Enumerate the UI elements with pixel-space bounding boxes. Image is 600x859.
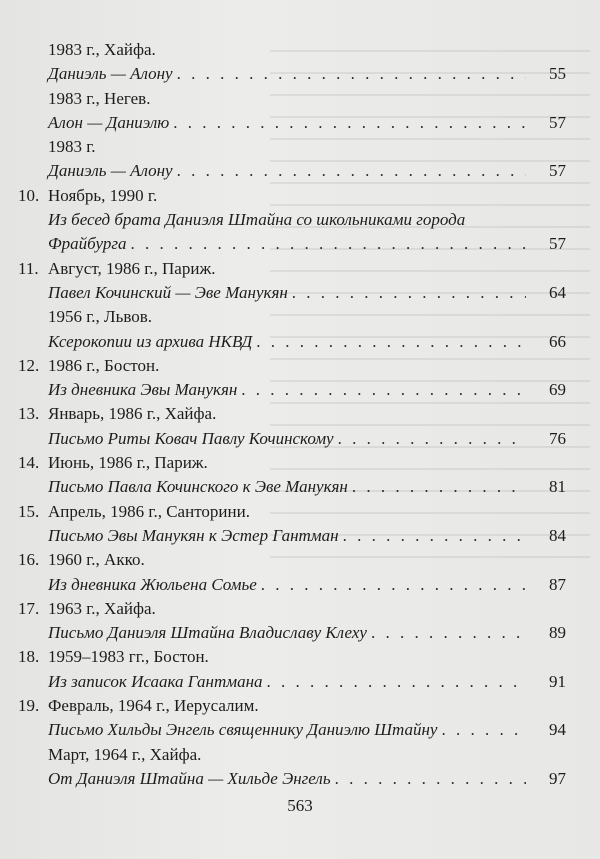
- toc-heading-line: [18, 451, 566, 475]
- entry-title: Письмо Хильды Энгель священнику Даниэлю Штайну: [48, 720, 438, 740]
- chapter-number: 14.: [18, 453, 40, 473]
- entry-page-number: 91: [549, 671, 566, 691]
- entry-page-number: 57: [549, 234, 566, 254]
- table-of-contents: [18, 38, 566, 791]
- toc-heading-line: [18, 87, 566, 111]
- toc-entry[interactable]: [48, 378, 566, 402]
- chapter-number: 19.: [18, 696, 40, 716]
- dot-leader: [352, 475, 526, 499]
- dot-leader: [371, 621, 526, 645]
- toc-entry[interactable]: [48, 281, 566, 305]
- chapter-number: 15.: [18, 501, 40, 521]
- toc-heading-line: [18, 184, 566, 208]
- toc-entry-line: [18, 330, 566, 354]
- entry-page-number: 66: [549, 331, 566, 351]
- chapter-heading: 1956 г., Львов.: [48, 307, 153, 327]
- chapter-number: 10.: [18, 185, 40, 205]
- toc-heading-line: [18, 548, 566, 572]
- chapter-number: 16.: [18, 550, 40, 570]
- dot-leader: [261, 573, 526, 597]
- chapter-heading: Июнь, 1986 г., Париж.: [48, 453, 208, 473]
- chapter-number: 18.: [18, 647, 40, 667]
- dot-leader: [338, 427, 526, 451]
- toc-heading-line: [18, 645, 566, 669]
- page-number: 563: [287, 796, 313, 815]
- entry-page-number: 84: [549, 525, 566, 545]
- toc-heading-line: [18, 402, 566, 426]
- toc-entry[interactable]: [48, 573, 566, 597]
- chapter-heading: 1960 г., Акко.: [48, 550, 145, 570]
- toc-entry[interactable]: [48, 232, 566, 256]
- chapter-heading: Январь, 1986 г., Хайфа.: [48, 404, 217, 424]
- chapter-heading: 1983 г.: [48, 137, 96, 157]
- entry-page-number: 76: [549, 428, 566, 448]
- toc-entry[interactable]: [48, 475, 566, 499]
- toc-heading-line: [18, 694, 566, 718]
- toc-heading-line: [18, 743, 566, 767]
- toc-entry[interactable]: [48, 208, 566, 232]
- toc-entry-line: [18, 62, 566, 86]
- chapter-number: 17.: [18, 598, 40, 618]
- toc-entry[interactable]: [48, 159, 566, 183]
- chapter-number: 13.: [18, 404, 40, 424]
- dot-leader: [241, 378, 526, 402]
- entry-page-number: 89: [549, 623, 566, 643]
- toc-entry[interactable]: [48, 767, 566, 791]
- chapter-heading: 1959–1983 гг., Бостон.: [48, 647, 209, 667]
- entry-page-number: 97: [549, 768, 566, 788]
- toc-entry-line: [18, 232, 566, 256]
- entry-title: Ксерокопии из архива НКВД: [48, 331, 253, 351]
- toc-heading-line: [18, 597, 566, 621]
- toc-entry-line: [18, 718, 566, 742]
- entry-title: Павел Кочинский — Эве Манукян: [48, 282, 288, 302]
- entry-title: Письмо Риты Ковач Павлу Кочинскому: [48, 428, 334, 448]
- toc-heading-line: [18, 135, 566, 159]
- toc-entry-line: [18, 427, 566, 451]
- entry-title: Из дневника Эвы Манукян: [48, 380, 238, 400]
- dot-leader: [292, 281, 526, 305]
- toc-entry-line: [18, 670, 566, 694]
- entry-title: Алон — Даниэлю: [48, 112, 170, 132]
- toc-entry-line: [18, 767, 566, 791]
- toc-entry[interactable]: [48, 718, 566, 742]
- entry-page-number: 69: [549, 380, 566, 400]
- entry-title: Фрайбурга: [48, 234, 127, 254]
- chapter-number: 12.: [18, 355, 40, 375]
- dot-leader: [335, 767, 526, 791]
- entry-title: Из записок Исаака Гантмана: [48, 671, 263, 691]
- entry-title: Даниэль — Алону: [48, 64, 173, 84]
- toc-entry-line: [18, 208, 566, 232]
- toc-heading-line: [18, 257, 566, 281]
- entry-title: Из бесед брата Даниэля Штайна со школьниками города: [48, 210, 466, 230]
- dot-leader: [130, 232, 526, 256]
- entry-page-number: 55: [549, 64, 566, 84]
- toc-entry[interactable]: [48, 330, 566, 354]
- chapter-heading: Август, 1986 г., Париж.: [48, 258, 216, 278]
- toc-heading-line: [18, 305, 566, 329]
- toc-heading-line: [18, 354, 566, 378]
- entry-page-number: 87: [549, 574, 566, 594]
- entry-page-number: 64: [549, 282, 566, 302]
- toc-entry-line: [18, 475, 566, 499]
- toc-entry[interactable]: [48, 621, 566, 645]
- entry-page-number: 57: [549, 112, 566, 132]
- dot-leader: [267, 670, 526, 694]
- dot-leader: [177, 159, 526, 183]
- toc-entry-line: [18, 573, 566, 597]
- toc-entry-line: [18, 378, 566, 402]
- toc-entry[interactable]: [48, 524, 566, 548]
- dot-leader: [441, 718, 526, 742]
- entry-page-number: 94: [549, 720, 566, 740]
- entry-title: Письмо Павла Кочинского к Эве Манукян: [48, 477, 348, 497]
- entry-title: Даниэль — Алону: [48, 161, 173, 181]
- chapter-heading: Март, 1964 г., Хайфа.: [48, 744, 202, 764]
- toc-entry-line: [18, 281, 566, 305]
- toc-heading-line: [18, 500, 566, 524]
- toc-entry[interactable]: [48, 670, 566, 694]
- chapter-heading: Апрель, 1986 г., Санторини.: [48, 501, 250, 521]
- toc-entry[interactable]: [48, 427, 566, 451]
- toc-entry[interactable]: [48, 111, 566, 135]
- dot-leader: [256, 330, 526, 354]
- entry-title: Письмо Эвы Манукян к Эстер Гантман: [48, 525, 339, 545]
- toc-heading-line: [18, 38, 566, 62]
- entry-page-number: 81: [549, 477, 566, 497]
- chapter-heading: 1983 г., Хайфа.: [48, 40, 156, 59]
- entry-page-number: 57: [549, 161, 566, 181]
- entry-title: От Даниэля Штайна — Хильде Энгель: [48, 768, 331, 788]
- dot-leader: [177, 62, 526, 86]
- chapter-heading: Ноябрь, 1990 г.: [48, 185, 158, 205]
- dot-leader: [173, 111, 526, 135]
- toc-entry[interactable]: [48, 62, 566, 86]
- chapter-heading: 1963 г., Хайфа.: [48, 598, 156, 618]
- entry-title: Письмо Даниэля Штайна Владиславу Клеху: [48, 623, 367, 643]
- dot-leader: [343, 524, 526, 548]
- chapter-number: 11.: [18, 258, 39, 278]
- entry-title: Из дневника Жюльена Сомье: [48, 574, 257, 594]
- toc-entry-line: [18, 524, 566, 548]
- toc-entry-line: [18, 621, 566, 645]
- chapter-heading: Февраль, 1964 г., Иерусалим.: [48, 696, 259, 716]
- chapter-heading: 1986 г., Бостон.: [48, 355, 160, 375]
- toc-entry-line: [18, 159, 566, 183]
- toc-entry-line: [18, 111, 566, 135]
- chapter-heading: 1983 г., Негев.: [48, 88, 151, 108]
